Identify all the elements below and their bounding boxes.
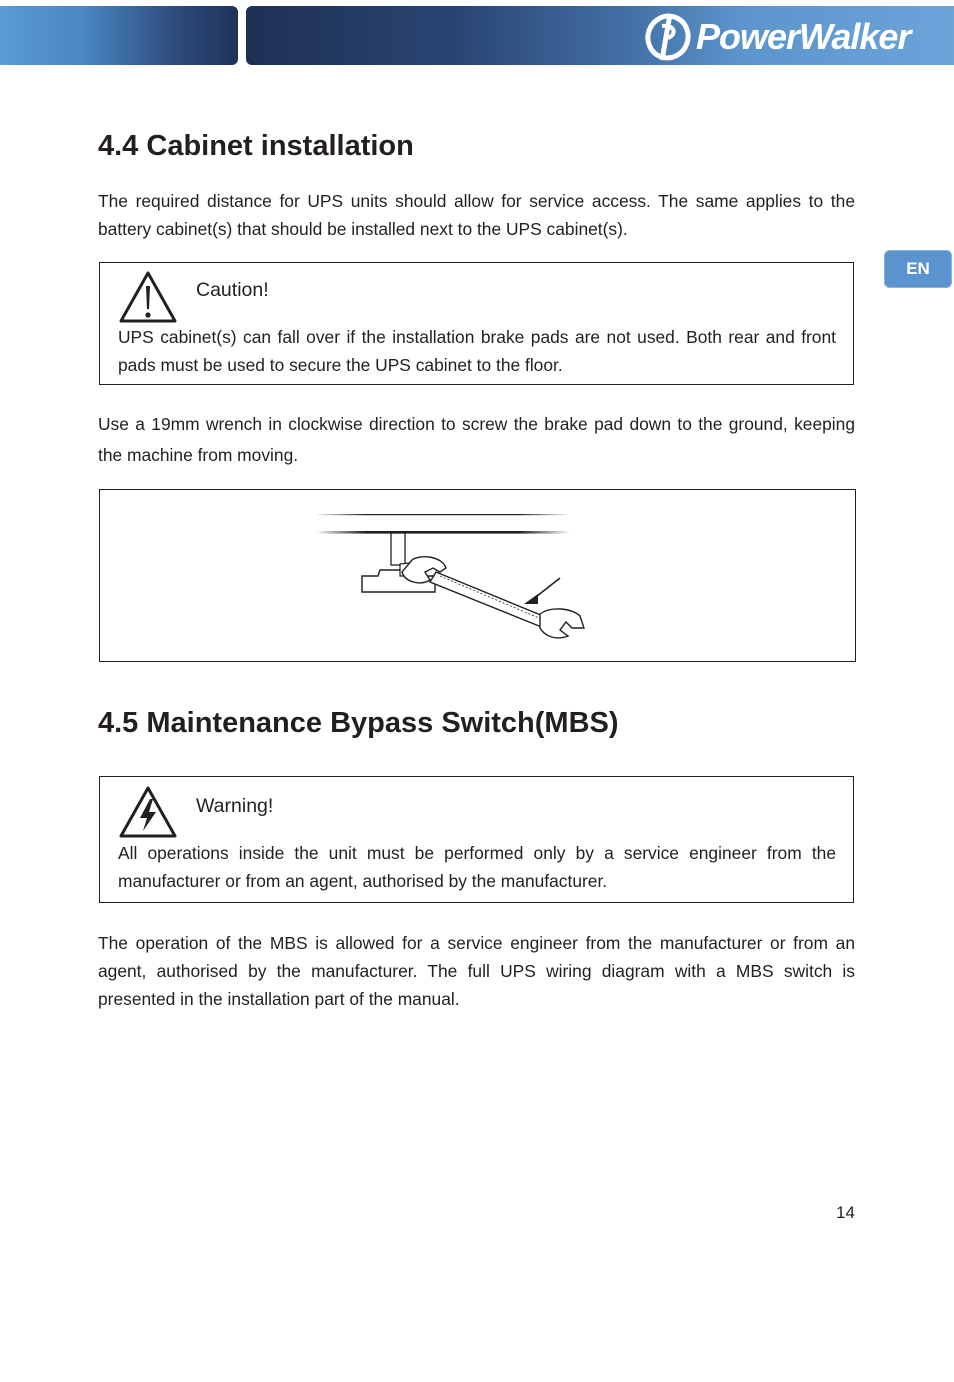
section-heading-mbs: 4.5 Maintenance Bypass Switch(MBS) — [98, 707, 619, 739]
high-voltage-warning-icon — [118, 785, 178, 839]
caution-body: UPS cabinet(s) can fall over if the installation brake pads are not used. Both rear and front pads must be used to secure the UPS cabinet to the floor. — [118, 327, 836, 375]
warning-title: Warning! — [196, 795, 274, 817]
exclamation-warning-icon — [118, 270, 178, 324]
powerwalker-emblem-icon — [640, 8, 700, 64]
page-number: 14 — [836, 1203, 855, 1222]
logo-text: PowerWalker — [696, 16, 911, 57]
language-tab-en[interactable]: EN — [884, 250, 952, 288]
caution-title: Caution! — [196, 279, 269, 301]
section-heading-cabinet-installation: 4.4 Cabinet installation — [98, 130, 414, 162]
caution-box — [99, 262, 854, 385]
cabinet-intro-paragraph: The required distance for UPS units should allow for service access. The same applies to the battery cabinet(s) that should be installed next to the UPS cabinet(s). — [98, 191, 855, 239]
warning-box — [99, 776, 854, 903]
warning-body: All operations inside the unit must be performed only by a service engineer from the manufacturer or from an agent, authorised by the manufacturer. — [118, 843, 836, 891]
figure-box — [99, 489, 856, 662]
brand-logo — [640, 8, 950, 64]
header-banner-left — [0, 6, 238, 65]
wrench-brake-pad-illustration — [100, 490, 855, 661]
wrench-instruction-paragraph: Use a 19mm wrench in clockwise direction to screw the brake pad down to the ground, keeping the machine from moving. — [98, 414, 855, 465]
mbs-description-paragraph: The operation of the MBS is allowed for a service engineer from the manufacturer or from an agent, authorised by the manufacturer. The full UPS wiring diagram with a MBS switch is presented in the installation part of the manual. — [98, 933, 855, 1009]
